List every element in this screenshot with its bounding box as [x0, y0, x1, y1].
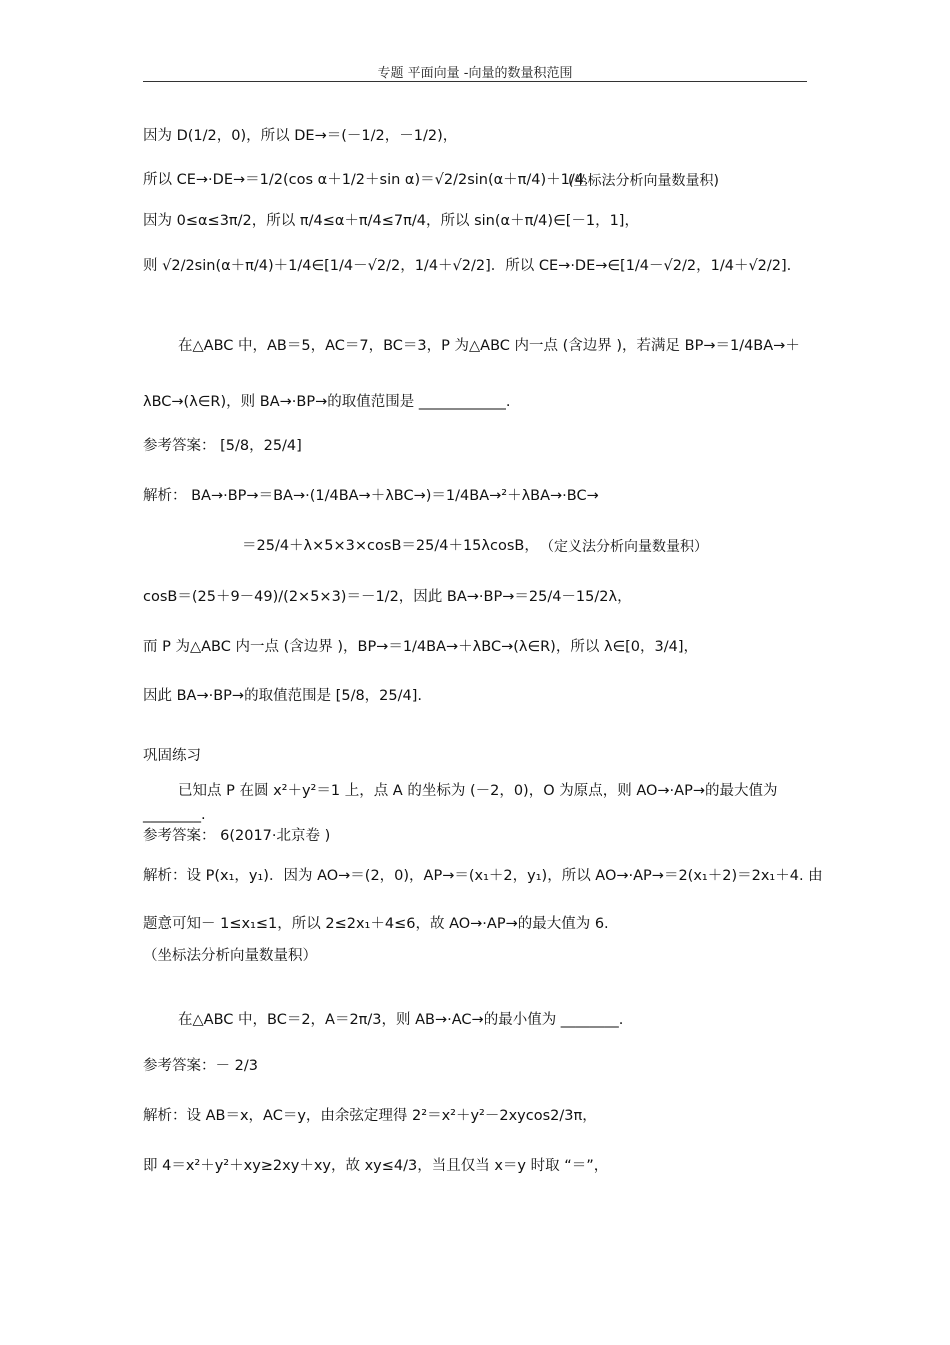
answer-line: 参考答案： [5/8，25/4]: [143, 438, 302, 454]
solution-line: 解析：设 AB＝x，AC＝y，由余弦定理得 2²＝x²＋y²－2xycos2/3π，: [143, 1108, 597, 1124]
answer-line: 参考答案： 6(2017·北京卷 ): [143, 828, 331, 844]
answer-blank: ________.: [143, 807, 206, 823]
solution-line: 解析：设 P(x₁，y₁)．因为 AO→＝(2，0)，AP→＝(x₁＋2，y₁)，所以 AO→·AP→＝2(x₁＋2)＝2x₁＋4. 由: [143, 868, 823, 884]
text-line: 因为 0≤α≤3π/2，所以 π/4≤α＋π/4≤7π/4，所以 sin(α＋π/4)∈[－1，1]，: [143, 213, 639, 229]
problem-text: 在△ABC 中，BC＝2，A＝2π/3，则 AB→·AC→的最小值为 ________.: [178, 1012, 624, 1028]
text-line: 所以 CE→·DE→＝1/2(cos α＋1/2＋sin α)＝√2/2sin(α＋π/4)＋1/4.: [143, 172, 589, 188]
solution-line: ＝25/4＋λ×5×3×cosB＝25/4＋15λcosB，: [242, 538, 539, 554]
solution-line: 而 P 为△ABC 内一点 (含边界 )，BP→＝1/4BA→＋λBC→(λ∈R)，所以 λ∈[0，3/4]，: [143, 639, 699, 655]
solution-line: 题意可知－ 1≤x₁≤1，所以 2≤2x₁＋4≤6，故 AO→·AP→的最大值为 6.: [143, 916, 609, 932]
problem-text: λBC→(λ∈R)，则 BA→·BP→的取值范围是 ____________.: [143, 394, 511, 410]
method-note: (坐标法分析向量数量积): [568, 173, 719, 189]
text-line: 因为 D(1/2，0)，所以 DE→＝(－1/2，－1/2)，: [143, 128, 458, 144]
method-note: （定义法分析向量数量积）: [540, 539, 708, 555]
solution-line: 解析： BA→·BP→＝BA→·(1/4BA→＋λBC→)＝1/4BA→²＋λBA→·BC→: [143, 488, 599, 504]
problem-text: 在△ABC 中，AB＝5，AC＝7，BC＝3，P 为△ABC 内一点 (含边界 )，若满足 BP→＝1/4BA→＋: [178, 338, 800, 354]
solution-line: cosB＝(25＋9－49)/(2×5×3)＝－1/2，因此 BA→·BP→＝25/4－15/2λ，: [143, 589, 632, 605]
solution-line: 因此 BA→·BP→的取值范围是 [5/8，25/4].: [143, 688, 423, 704]
page-header: 专题 平面向量 -向量的数量积范围: [377, 66, 573, 81]
answer-line: 参考答案：－ 2/3: [143, 1058, 258, 1074]
solution-line: 即 4＝x²＋y²＋xy≥2xy＋xy，故 xy≤4/3，当且仅当 x＝y 时取 “＝”，: [143, 1158, 609, 1174]
problem-text: 已知点 P 在圆 x²＋y²＝1 上，点 A 的坐标为 (－2，0)，O 为原点，则 AO→·AP→的最大值为: [178, 783, 778, 799]
text-line: 则 √2/2sin(α＋π/4)＋1/4∈[1/4－√2/2，1/4＋√2/2]．所以 CE→·DE→∈[1/4－√2/2，1/4＋√2/2].: [143, 258, 792, 274]
section-heading: 巩固练习: [143, 748, 201, 764]
header-divider: [143, 81, 807, 82]
method-note: （坐标法分析向量数量积）: [143, 948, 317, 964]
